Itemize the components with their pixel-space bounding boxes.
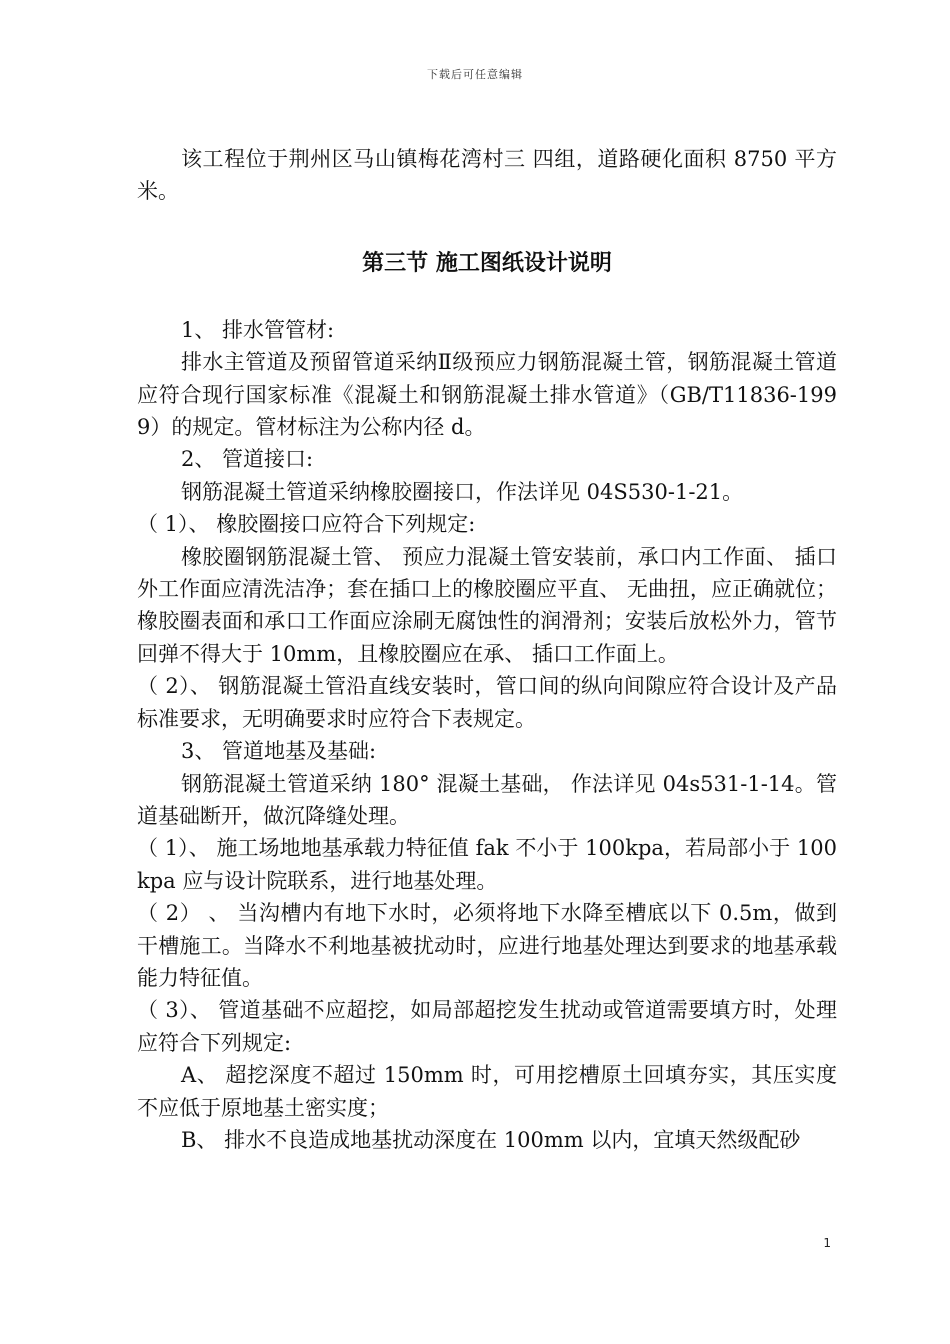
paragraph-foundation-heading: 3、 管道地基及基础:: [181, 739, 377, 764]
section-title: 第三节 施工图纸设计说明: [362, 250, 612, 276]
paragraph-rubber-ring-rule-heading: （ 1）、 橡胶圈接口应符合下列规定:: [137, 512, 476, 537]
paragraph-item-a: A、 超挖深度不超过 150mm 时，可用挖槽原土回填夯实，其压实度不应低于原地基土密实度；: [137, 1063, 837, 1120]
intro-paragraph: 该工程位于荆州区马山镇梅花湾村三 四组，道路硬化面积 8750 平方米。: [137, 147, 837, 204]
page-number: 1: [823, 1236, 831, 1250]
document-body: [137, 143, 837, 1156]
paragraph-groundwater: （ 2） 、 当沟槽内有地下水时，必须将地下水降至槽底以下 0.5m，做到干槽施工。当降水不利地基被扰动时，应进行地基处理达到要求的地基承载能力特征值。: [137, 901, 837, 990]
paragraph-item-b: B、 排水不良造成地基扰动深度在 100mm 以内，宜填天然级配砂: [181, 1127, 801, 1152]
paragraph-rubber-ring-rules: 橡胶圈钢筋混凝土管、 预应力混凝土管安装前，承口内工作面、 插口外工作面应清洗洁净；套在插口上的橡胶圈应平直、 无曲扭，应正确就位；橡胶圈表面和承口工作面应涂刷无腐蚀性的润滑剂；安装后放松外力，管节回弹不得大于 10mm，且橡胶圈应在承、 插口工作面上。: [137, 544, 837, 666]
paragraph-joint-method: 钢筋混凝土管道采纳橡胶圈接口，作法详见 04S530-1-21。: [181, 479, 744, 504]
paragraph-straight-install: （ 2）、 钢筋混凝土管沿直线安装时，管口间的纵向间隙应符合设计及产品标准要求，无明确要求时应符合下表规定。: [137, 674, 837, 731]
header-note: 下载后可任意编辑: [427, 68, 523, 81]
paragraph-foundation-method: 钢筋混凝土管道采纳 180° 混凝土基础， 作法详见 04s531-1-14。管道基础断开，做沉降缝处理。: [137, 771, 837, 828]
paragraph-overexcavation: （ 3）、 管道基础不应超挖，如局部超挖发生扰动或管道需要填方时，处理应符合下列规定:: [137, 998, 837, 1055]
paragraph-joint-heading: 2、 管道接口:: [181, 447, 314, 472]
paragraph-pipe-material-heading: 1、 排水管管材:: [181, 317, 335, 342]
paragraph-bearing-capacity: （ 1）、 施工场地地基承载力特征值 fak 不小于 100kpa，若局部小于 100kpa 应与设计院联系，进行地基处理。: [137, 836, 837, 893]
paragraph-pipe-material: 排水主管道及预留管道采纳Ⅱ级预应力钢筋混凝土管，钢筋混凝土管道应符合现行国家标准《混凝土和钢筋混凝土排水管道》（GB/T11836-1999）的规定。管材标注为公称内径 d。: [137, 350, 837, 440]
